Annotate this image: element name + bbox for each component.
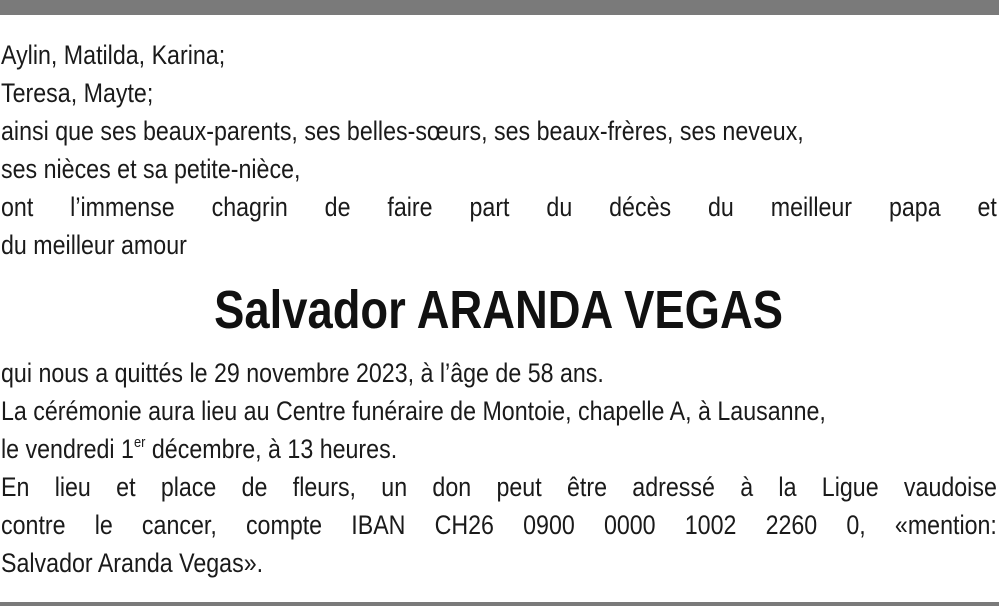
ceremony-date-line	[1, 430, 858, 468]
top-rule	[0, 0, 999, 15]
donation-line: Salvador Aranda Vegas».	[1, 548, 264, 578]
family-line: Aylin, Matilda, Karina;	[1, 40, 226, 70]
bottom-rule	[0, 602, 999, 606]
family-line: Teresa, Mayte;	[1, 78, 154, 108]
date-superscript: er	[133, 434, 146, 451]
donation-line: En lieu et place de fleurs, un don peut être adressé à la Ligue vaudoise	[1, 472, 997, 502]
date-suffix: décembre, à 13 heures.	[145, 434, 398, 464]
deceased-name-text: Salvador ARANDA VEGAS	[214, 280, 784, 340]
notice-details	[1, 354, 997, 582]
obituary-notice	[1, 36, 997, 582]
family-line: du meilleur amour	[1, 230, 187, 260]
date-prefix: le vendredi 1	[1, 434, 134, 464]
family-line: ont l’immense chagrin de faire part du décès du meilleur papa et	[1, 192, 997, 222]
death-line: qui nous a quittés le 29 novembre 2023, à l’âge de 58 ans.	[1, 358, 604, 388]
deceased-name	[1, 274, 997, 346]
family-line: ses nièces et sa petite-nièce,	[1, 154, 301, 184]
ceremony-line: La cérémonie aura lieu au Centre funéraire de Montoie, chapelle A, à Lausanne,	[1, 396, 826, 426]
family-line: ainsi que ses beaux-parents, ses belles-sœurs, ses beaux-frères, ses neveux,	[1, 116, 804, 146]
donation-line: contre le cancer, compte IBAN CH26 0900 0000 1002 2260 0, «mention:	[1, 510, 997, 540]
